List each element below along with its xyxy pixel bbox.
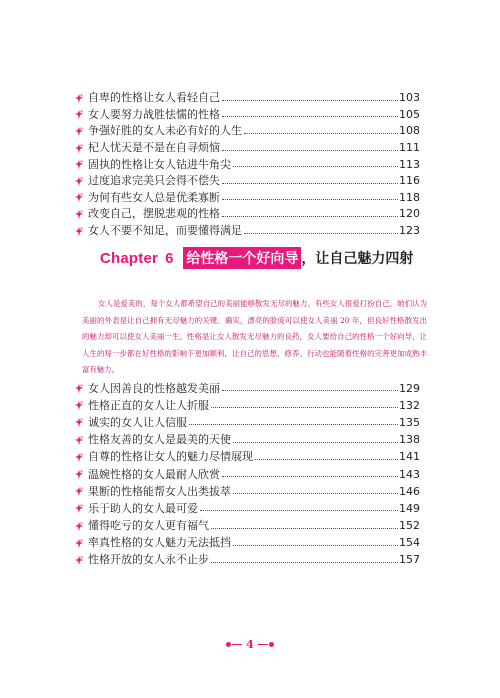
toc-entry[interactable] — [74, 206, 420, 223]
toc-entry-page: 143 — [399, 467, 420, 481]
toc-entry-page: 123 — [399, 224, 420, 238]
toc-entry[interactable] — [74, 397, 420, 414]
toc-entry-title: 温婉性格的女人最耐人欣赏 — [88, 467, 220, 481]
dot-leader — [222, 208, 398, 217]
dot-leader — [244, 225, 398, 234]
toc-entry-page: 135 — [399, 415, 420, 429]
toc-entry-title: 改变自己，摆脱悲观的性格 — [88, 207, 220, 221]
toc-entry[interactable] — [74, 414, 420, 431]
dot-leader — [233, 537, 398, 546]
toc-entry-page: 120 — [399, 207, 420, 221]
toc-entry-title: 懂得吃亏的女人更有福气 — [88, 519, 209, 533]
diamond-bullet-icon — [74, 555, 84, 566]
dot-leader — [211, 399, 398, 408]
dot-leader — [222, 175, 398, 184]
toc-entry-title: 自尊的性格让女人的魅力尽情展现 — [88, 450, 253, 464]
toc-entry-title: 为何有些女人总是优柔寡断 — [88, 190, 220, 204]
folio-right-dot — [269, 642, 274, 647]
toc-entry-page: 108 — [399, 124, 420, 138]
page-number: 4 — [246, 638, 254, 651]
toc-entry[interactable] — [74, 156, 420, 173]
diamond-bullet-icon — [74, 143, 84, 154]
diamond-bullet-icon — [74, 126, 84, 137]
dot-leader — [255, 451, 398, 460]
dot-leader — [222, 191, 398, 200]
diamond-bullet-icon — [74, 503, 84, 514]
diamond-bullet-icon — [74, 435, 84, 446]
toc-entry-title: 乐于助人的女人最可爱 — [88, 501, 198, 515]
toc-entry[interactable] — [74, 223, 420, 240]
toc-entry-title: 果断的性格能帮女人出类拔萃 — [88, 484, 231, 498]
diamond-bullet-icon — [74, 192, 84, 203]
folio-right-dash — [258, 644, 268, 646]
diamond-bullet-icon — [74, 521, 84, 532]
folio-left-dash — [232, 644, 242, 646]
toc-entry-page: 146 — [399, 484, 420, 498]
toc-entry[interactable] — [74, 140, 420, 157]
chapter-intro-paragraph: 女人是爱美的，每个女人都希望自己的美丽能够散发无尽的魅力。有些女人很爱打扮自己，她们认为美丽的外表是让自己拥有无尽魅力的关键。确实，漂亮的脸庞可以使女人美丽 20 年，但良好性格散发出的魅力却可以使女人美丽一生。性格是让女人散发无尽魅力的良药，女人要给自己的性格一个好向导，让人生的每一步都在好性格的影响下更加顺利，让自己的思想、修养、行动也能随着性格的完善更加成熟丰富有魅力。 — [82, 299, 427, 374]
toc-entry[interactable] — [74, 466, 420, 483]
toc-entry-title: 诚实的女人让人信服 — [88, 415, 187, 429]
toc-list-top — [74, 90, 420, 239]
toc-entry[interactable] — [74, 190, 420, 207]
dot-leader — [211, 554, 398, 563]
page-number-footer — [0, 638, 500, 651]
toc-entry[interactable] — [74, 518, 420, 535]
toc-entry-page: 152 — [399, 519, 420, 533]
dot-leader — [233, 434, 398, 443]
dot-leader — [211, 520, 398, 529]
toc-entry-title: 性格开放的女人永不止步 — [88, 553, 209, 567]
diamond-bullet-icon — [74, 400, 84, 411]
toc-entry-title: 女人要努力战胜怯懦的性格 — [88, 107, 220, 121]
toc-entry-title: 性格友善的女人是最美的天使 — [88, 433, 231, 447]
toc-entry-page: 105 — [399, 107, 420, 121]
toc-entry[interactable] — [74, 107, 420, 124]
dot-leader — [222, 382, 398, 391]
toc-entry-page: 157 — [399, 553, 420, 567]
toc-entry-title: 争强好胜的女人未必有好的人生 — [88, 124, 242, 138]
chapter-title-highlight: 给性格一个好向导 — [183, 247, 301, 269]
diamond-bullet-icon — [74, 93, 84, 104]
toc-entry-title: 杞人忧天是不是在自寻烦恼 — [88, 141, 220, 155]
diamond-bullet-icon — [74, 209, 84, 220]
toc-entry[interactable] — [74, 380, 420, 397]
toc-entry-page: 138 — [399, 433, 420, 447]
toc-entry-page: 132 — [399, 398, 420, 412]
dot-leader — [222, 108, 398, 117]
toc-entry[interactable] — [74, 449, 420, 466]
dot-leader — [244, 125, 398, 134]
toc-entry-title: 女人因善良的性格越发美丽 — [88, 381, 220, 395]
chapter-label: Chapter — [100, 249, 159, 267]
toc-entry-page: 113 — [399, 157, 420, 171]
toc-entry[interactable] — [74, 123, 420, 140]
diamond-bullet-icon — [74, 159, 84, 170]
toc-list-bottom — [74, 380, 420, 569]
dot-leader — [200, 502, 398, 511]
toc-entry[interactable] — [74, 552, 420, 569]
diamond-bullet-icon — [74, 486, 84, 497]
toc-entry-title: 女人不要不知足，而要懂得满足 — [88, 224, 242, 238]
diamond-bullet-icon — [74, 469, 84, 480]
toc-entry-title: 过度追求完美只会得不偿失 — [88, 174, 220, 188]
diamond-bullet-icon — [74, 383, 84, 394]
toc-entry-page: 111 — [399, 141, 420, 155]
toc-entry-page: 116 — [399, 174, 420, 188]
toc-entry-page: 103 — [399, 91, 420, 105]
chapter-title-rest: ，让自己魅力四射 — [301, 251, 414, 267]
toc-entry-title: 自卑的性格让女人看轻自己 — [88, 91, 220, 105]
toc-entry-page: 129 — [399, 381, 420, 395]
toc-entry-title: 固执的性格让女人钻进牛角尖 — [88, 157, 231, 171]
toc-entry[interactable] — [74, 500, 420, 517]
dot-leader — [222, 468, 398, 477]
toc-entry-page: 118 — [399, 190, 420, 204]
toc-entry[interactable] — [74, 483, 420, 500]
diamond-bullet-icon — [74, 176, 84, 187]
diamond-bullet-icon — [74, 109, 84, 120]
diamond-bullet-icon — [74, 452, 84, 463]
toc-entry-title: 性格正直的女人让人折服 — [88, 398, 209, 412]
toc-entry[interactable] — [74, 173, 420, 190]
toc-entry[interactable] — [74, 90, 420, 107]
dot-leader — [233, 158, 398, 167]
toc-entry-page: 141 — [399, 450, 420, 464]
dot-leader — [189, 416, 398, 425]
dot-leader — [222, 142, 398, 151]
diamond-bullet-icon — [74, 417, 84, 428]
toc-entry-page: 154 — [399, 536, 420, 550]
toc-entry-page: 149 — [399, 501, 420, 515]
chapter-heading — [100, 245, 420, 271]
chapter-number: 6 — [165, 249, 174, 267]
toc-entry[interactable] — [74, 535, 420, 552]
toc-entry[interactable] — [74, 432, 420, 449]
dot-leader — [222, 92, 398, 101]
folio-left-dot — [226, 642, 231, 647]
dot-leader — [233, 485, 398, 494]
toc-entry-title: 率真性格的女人魅力无法抵挡 — [88, 536, 231, 550]
diamond-bullet-icon — [74, 226, 84, 237]
diamond-bullet-icon — [74, 538, 84, 549]
